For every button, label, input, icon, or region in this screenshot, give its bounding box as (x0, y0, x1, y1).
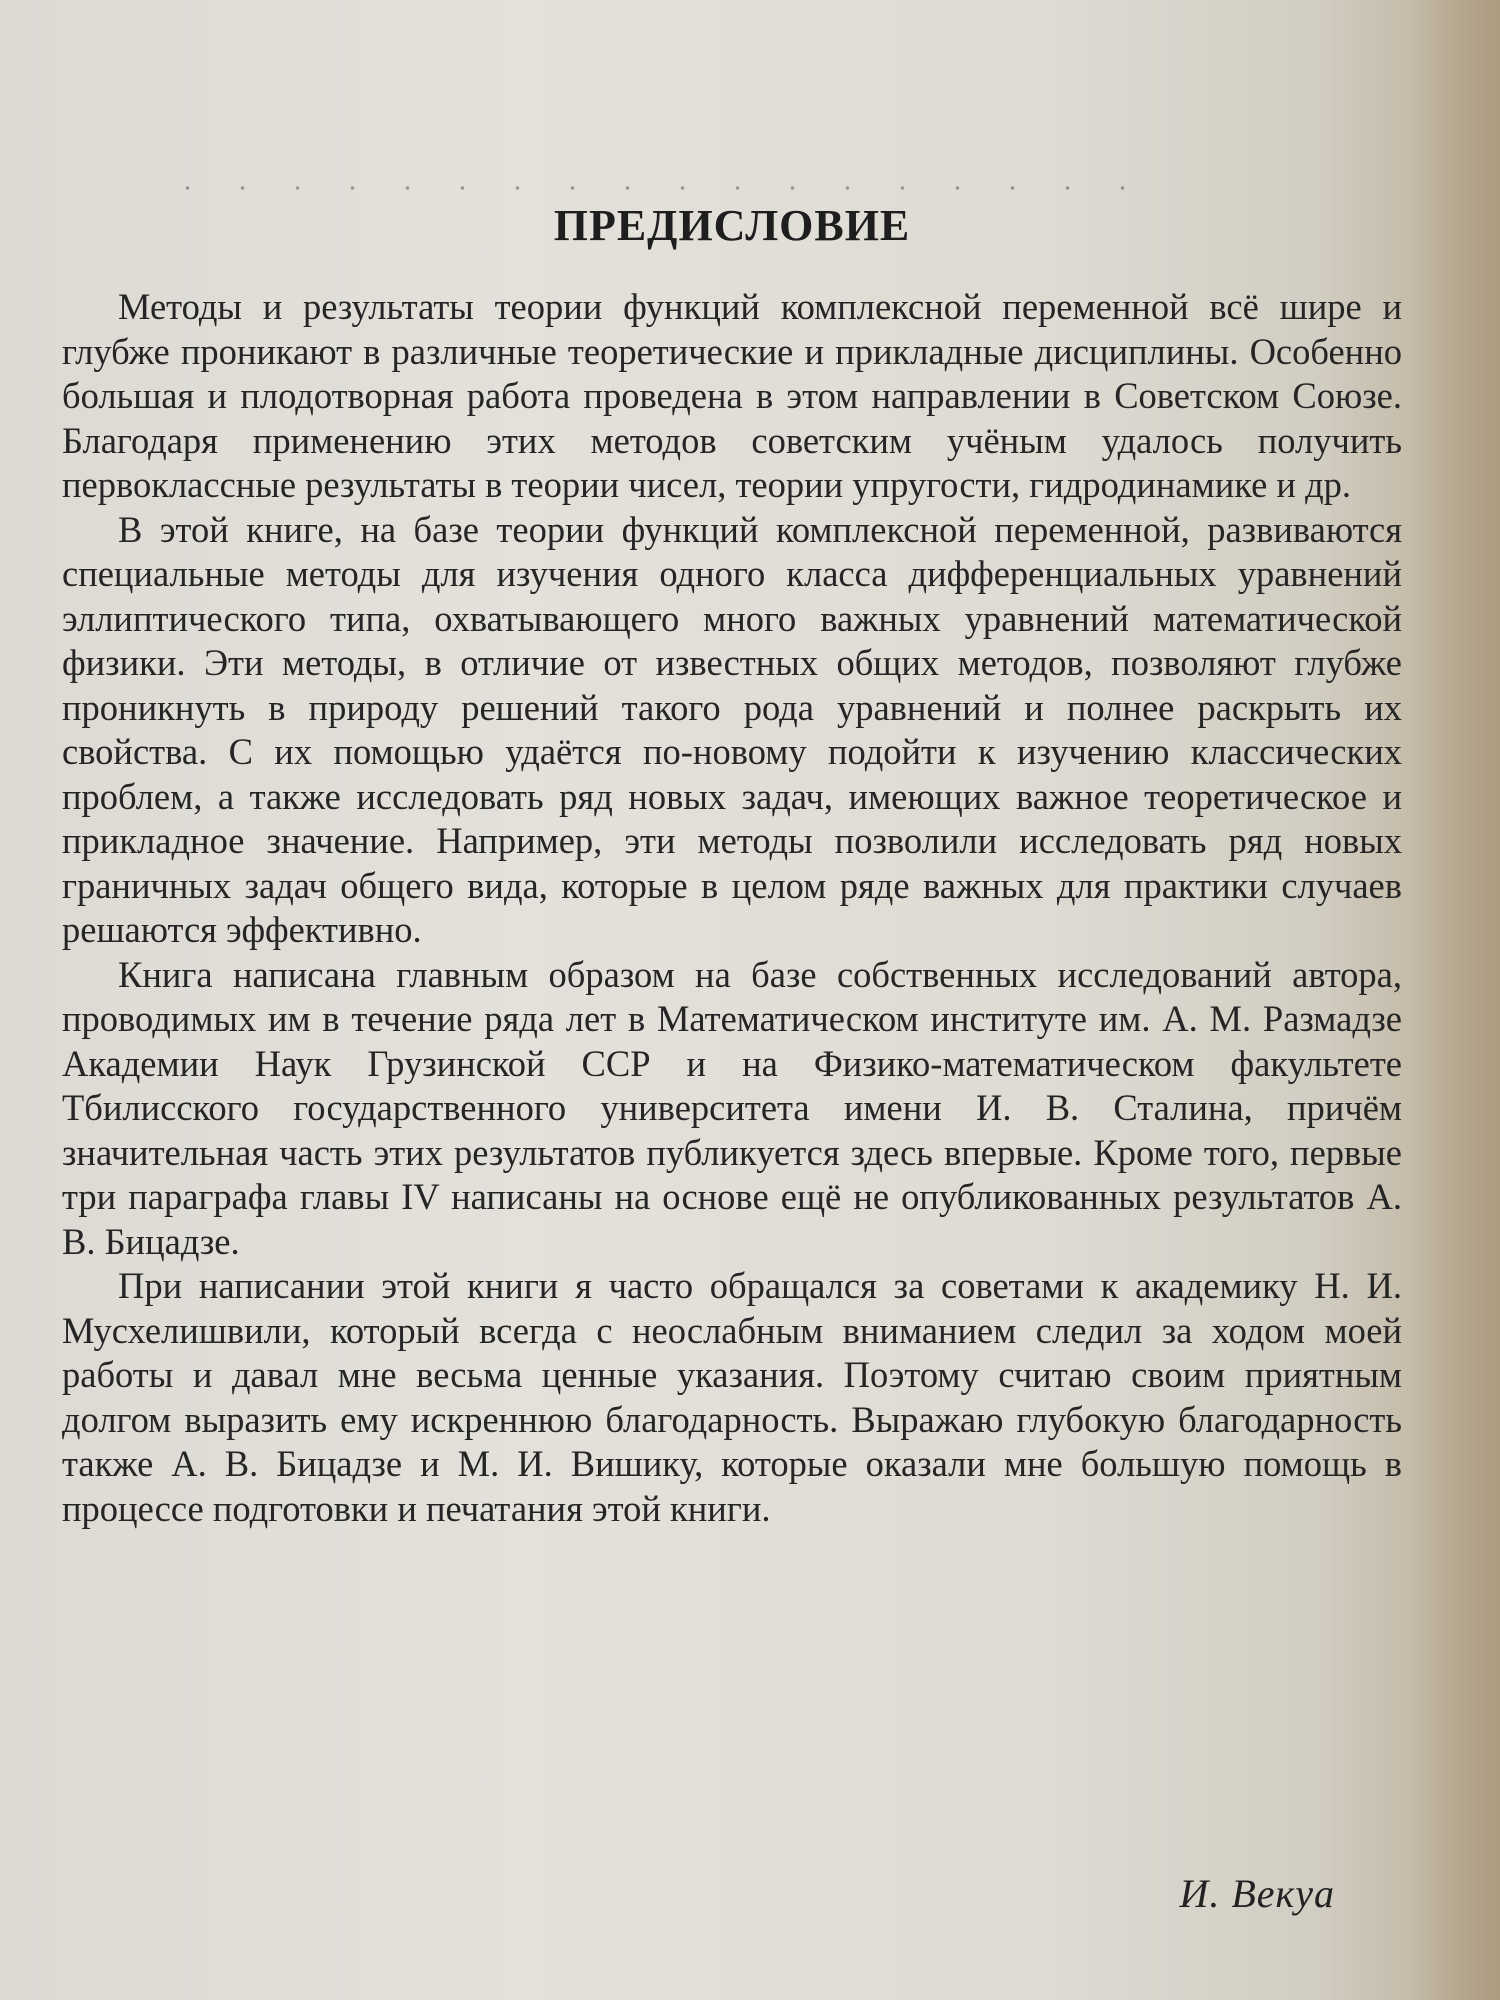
paragraph-4: При написании этой книги я часто обращался за советами к академику Н. И. Мусхелишвили, который всегда с неослабным вниманием следил за ходом моей работы и давал мне весьма ценные указания. Поэтому считаю своим приятным долгом выразить ему искреннюю благодарность. Выражаю глубокую благодарность также А. В. Бицадзе и М. И. Вишику, которые оказали мне большую помощь в процессе подготовки и печатания этой книги. (62, 1265, 1402, 1529)
paragraph-1: Методы и результаты теории функций комплексной переменной всё шире и глубже проникают в различные теоретические и прикладные дисциплины. Особенно большая и плодотворная работа проведена в этом направлении в Советском Союзе. Благодаря применению этих методов советским учёным удалось получить первоклассные результаты в теории чисел, теории упругости, гидродинамике и др. (62, 286, 1402, 505)
page-edge-shadow (1410, 0, 1500, 2000)
decorative-dotted-rule (160, 186, 1140, 190)
paragraph-3: Книга написана главным образом на базе собственных исследований автора, проводимых им в течение ряда лет в Математическом институте им. А. М. Размадзе Академии Наук Грузинской ССР и на Физико-математическом факультете Тбилисского государственного университета имени И. В. Сталина, причём значительная часть этих результатов публикуется здесь впервые. Кроме того, первые три параграфа главы IV написаны на основе ещё не опубликованных результатов А. В. Бицадзе. (62, 953, 1402, 1262)
paragraph-2: В этой книге, на базе теории функций комплексной переменной, развиваются специальные методы для изучения одного класса дифференциальных уравнений эллиптического типа, охватывающего много важных уравнений математической физики. Эти методы, в отличие от известных общих методов, позволяют глубже проникнуть в природу решений такого рода уравнений и полнее раскрыть их свойства. С их помощью удаётся по-новому подойти к изучению классических проблем, а также исследовать ряд новых задач, имеющих важное теоретическое и прикладное значение. Например, эти методы позволили исследовать ряд новых граничных задач общего вида, которые в целом ряде важных для практики случаев решаются эффективно. (62, 508, 1402, 950)
page-title: ПРЕДИСЛОВИЕ (553, 201, 911, 250)
author-signature: И. Векуа (1179, 1871, 1335, 1916)
page-content (62, 200, 1402, 1531)
